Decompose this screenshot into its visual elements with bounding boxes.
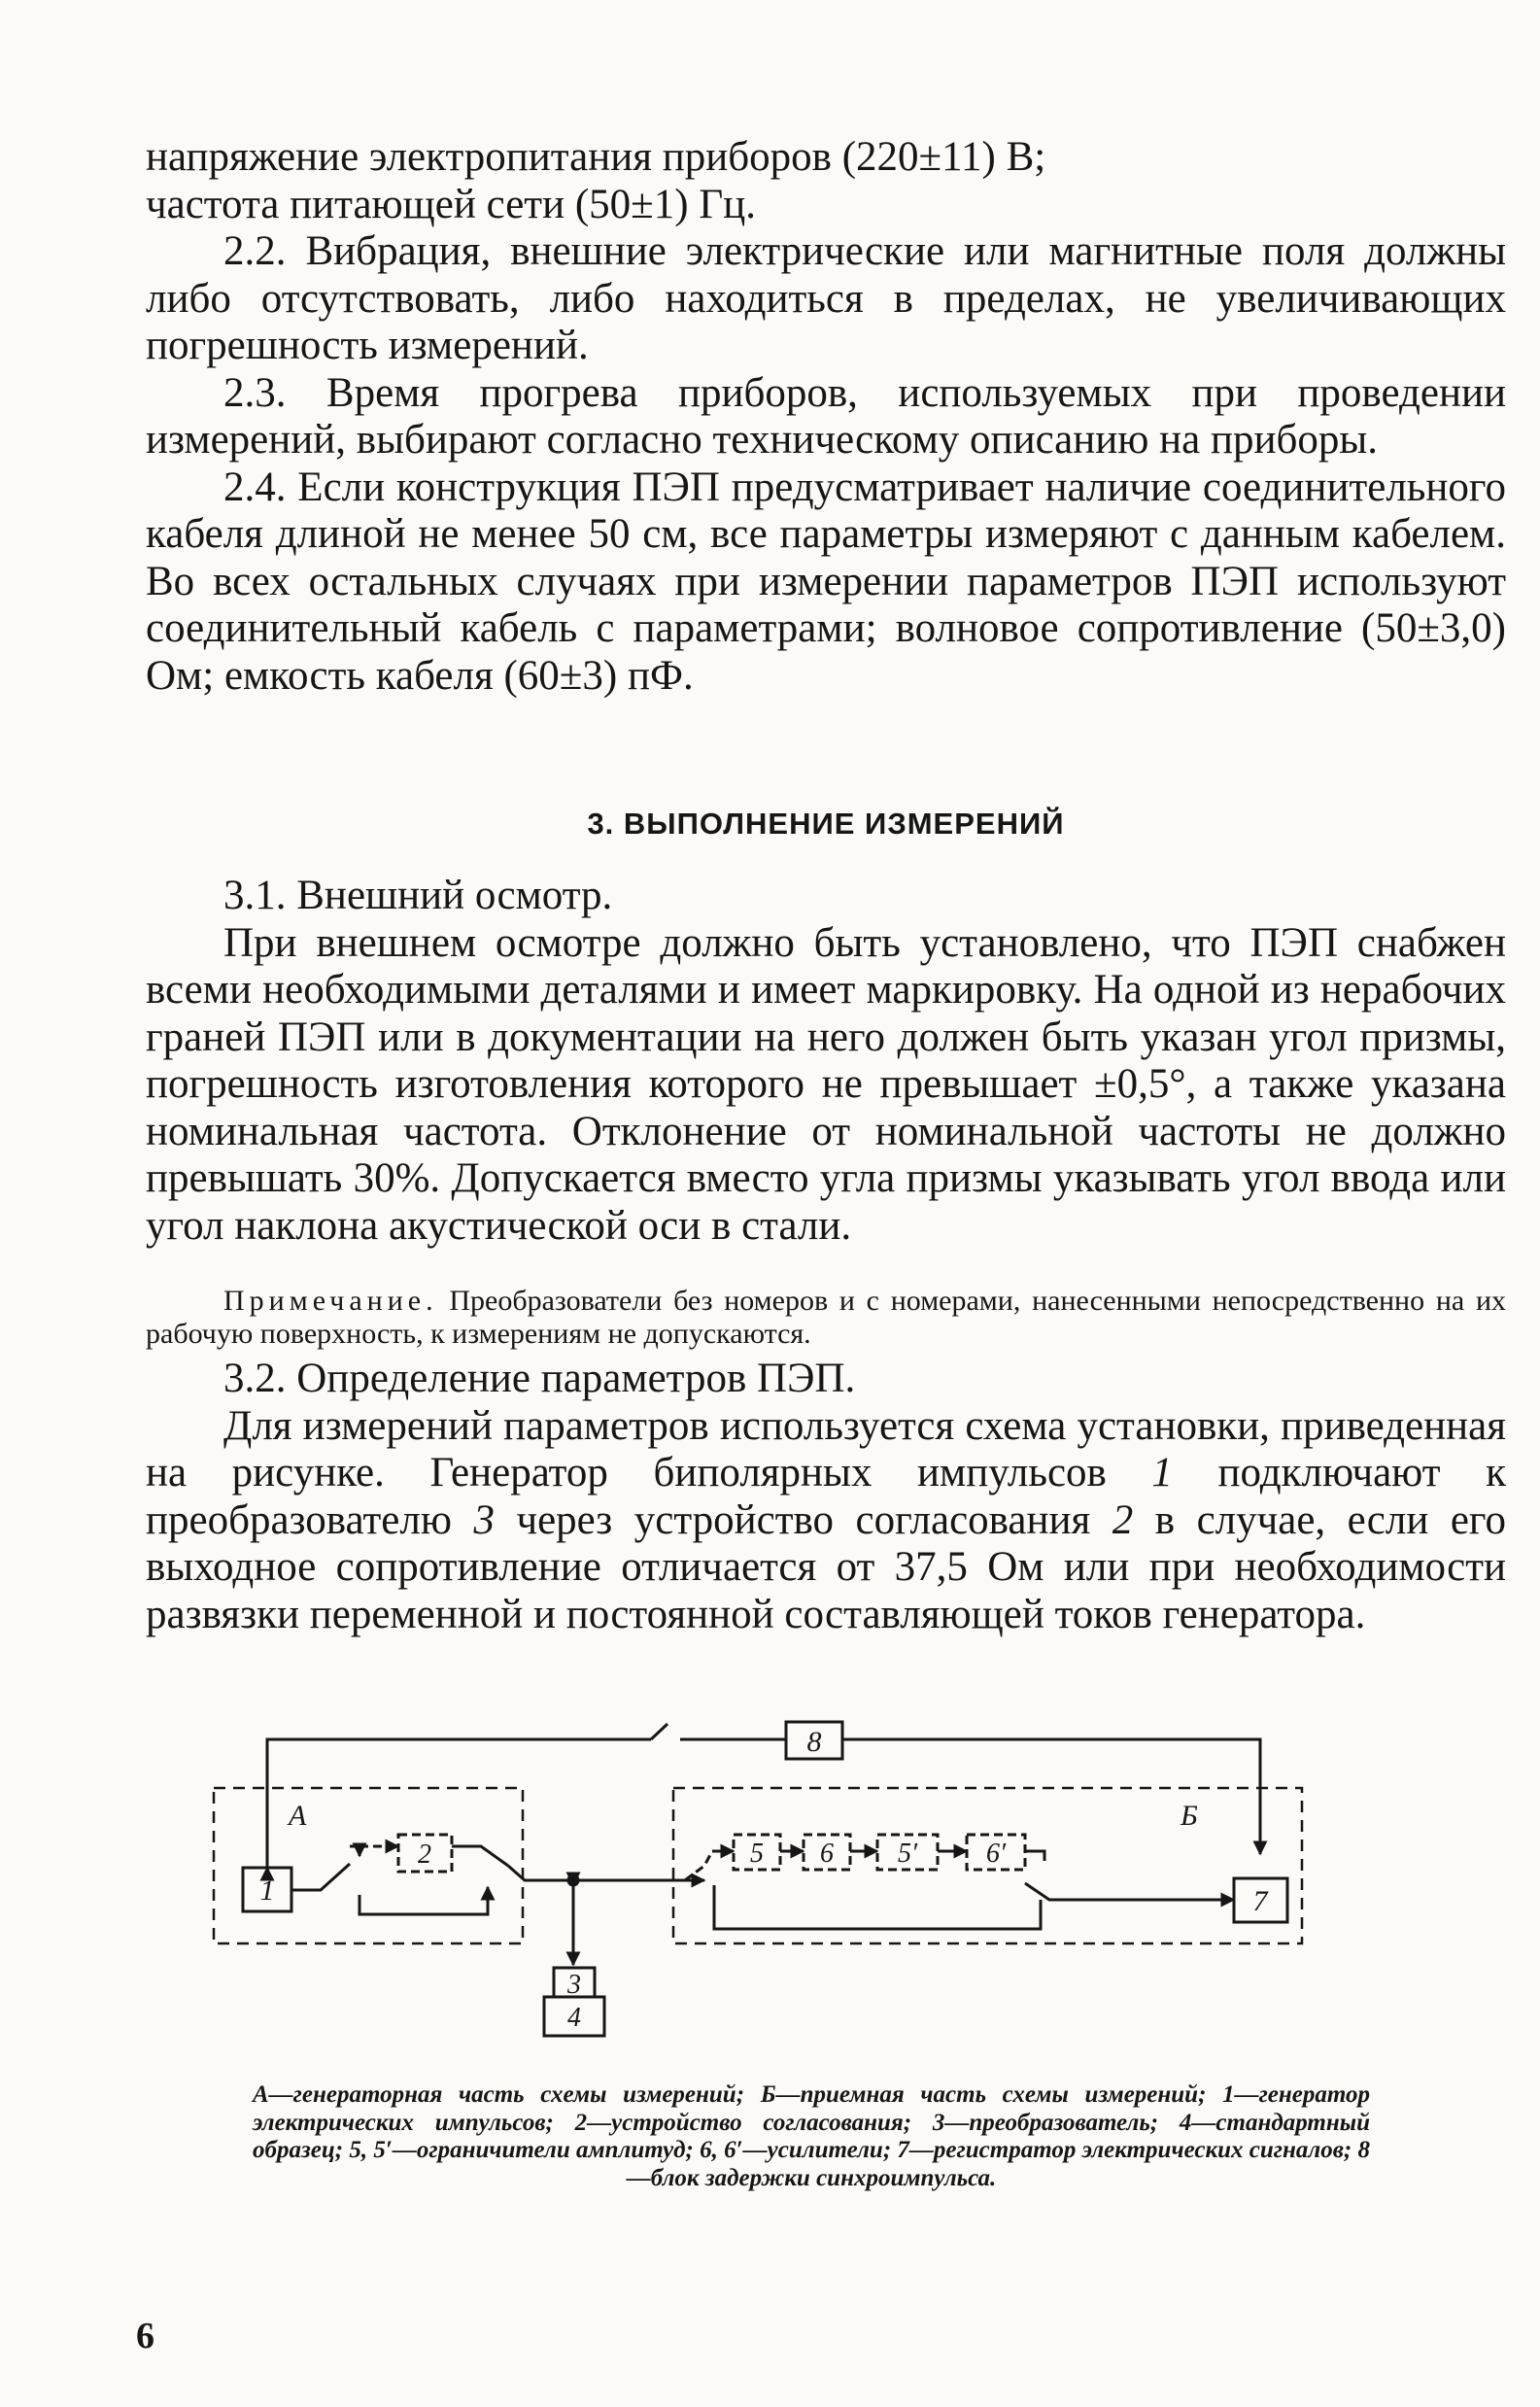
block-8-label: 8 <box>806 1726 822 1758</box>
generator-part-frame <box>214 1788 523 1943</box>
note <box>146 1285 1506 1351</box>
block-5-label: 5 <box>750 1839 764 1869</box>
part-b-label: Б <box>1181 1800 1198 1832</box>
supply-frequency-line: частота питающей сети (50±1) Гц. <box>146 181 756 227</box>
paragraph-2-3: 2.3. Время прогрева приборов, используемых при проведении измерений, выбирают согласно техническому описанию на приборы. <box>146 369 1506 463</box>
paragraph-2-4: 2.4. Если конструкция ПЭП предусматривает наличие соединительного кабеля длиной не менее 50 см, все параметры измеряют с данным кабелем. Во всех остальных случаях при измерении параметров ПЭП используют соединительный кабель с параметрами; волновое сопротивление (50±3,0) Ом; емкость кабеля (60±3) пФ. <box>146 464 1506 699</box>
note-text: Преобразователи без номеров и с номерами, нанесенными непосредственно на их рабочую поверхность, к измерениям не допускаются. <box>146 1285 1506 1350</box>
figure-caption: А—генераторная часть схемы измерений; Б—приемная часть схемы измерений; 1—генератор электрических импульсов; 2—устройство согласования; 3—преобразователь; 4—стандартный образец; 5, 5′—ограничители амплитуд; 6, 6′—усилители; 7—регистратор электрических сигналов; 8—блок задержки синхроимпульса. <box>253 2081 1370 2191</box>
note-label: Примечание. <box>223 1285 438 1317</box>
block-2-label: 2 <box>418 1840 431 1870</box>
block-5-prime-label: 5′ <box>897 1839 918 1869</box>
block-3-label: 3 <box>567 1970 581 2000</box>
block-1-label: 1 <box>259 1874 275 1907</box>
block-7-label: 7 <box>1252 1885 1268 1917</box>
paragraph-2-2: 2.2. Вибрация, внешние электрические или магнитные поля должны либо отсутствовать, либо находиться в пределах, не увеличивающих погрешность измерений. <box>146 228 1506 368</box>
block-6-label: 6 <box>820 1839 834 1869</box>
part-a-label: А <box>289 1800 307 1832</box>
section-3-1-text <box>146 873 1506 1250</box>
paragraph-3-2-body: Для измерений параметров используется схема установки, приведенная на рисунке. Генератор биполярных импульсов 1 подключают к преобразователю 3 через устройство согласования 2 в случае, если его выходное сопротивление отличается от 37,5 Ом или при необходимости развязки переменной и постоянной составляющей токов генератора. <box>146 1402 1506 1637</box>
paragraph-3-2-title: 3.2. Определение параметров ПЭП. <box>223 1356 856 1401</box>
measurement-circuit-diagram <box>199 1710 1317 2041</box>
paragraph-3-1-title: 3.1. Внешний осмотр. <box>223 873 613 918</box>
section-3-2-text <box>146 1356 1506 1638</box>
supply-voltage-line: напряжение электропитания приборов (220±11) В; <box>146 134 1046 180</box>
block-4-label: 4 <box>567 2003 581 2033</box>
page-number: 6 <box>136 2316 154 2356</box>
section-2-text <box>146 134 1506 700</box>
section-3-heading: 3. ВЫПОЛНЕНИЕ ИЗМЕРЕНИЙ <box>587 807 1065 841</box>
paragraph-3-1-body: При внешнем осмотре должно быть установлено, что ПЭП снабжен всеми необходимыми деталями и имеет маркировку. На одной из нерабочих граней ПЭП или в документации на него должен быть указан угол призмы, погрешность изготовления которого не превышает ±0,5°, а также указана номинальная частота. Отклонение от номинальной частоты не должно превышать 30%. Допускается вместо угла призмы указывать угол ввода или угол наклона акустической оси в стали. <box>146 919 1506 1249</box>
block-6-prime-label: 6′ <box>985 1839 1007 1869</box>
